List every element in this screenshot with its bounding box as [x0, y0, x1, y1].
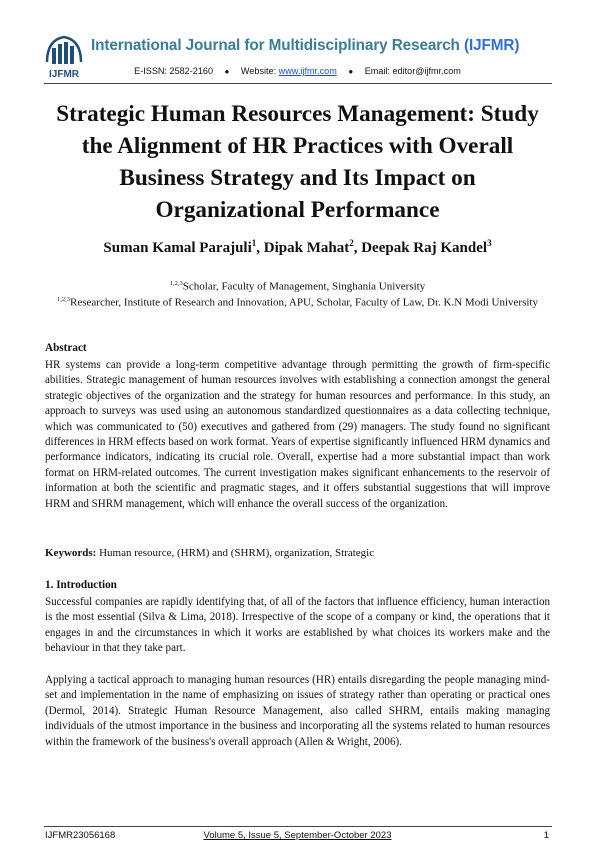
paragraph: Successful companies are rapidly identifying that, of all of the factors that influence efficiency, human interaction is the most essential (Silva & Lima, 2018). Irrespective of the scope of a company or kind, the operations that it engages in and the circumstances in which it works are established by what choices its workers make and the behaviour in that they take part. — [45, 596, 550, 655]
logo-text: IJFMR — [49, 69, 79, 80]
website-link[interactable]: www.ijfmr.com — [278, 66, 337, 76]
footer-divider — [44, 826, 552, 827]
email-address[interactable]: editor@ijfmr.com — [392, 66, 461, 76]
keywords — [45, 547, 374, 559]
author-sup: 1 — [251, 238, 257, 248]
footer-issue: Volume 5, Issue 5, September-October 2023 — [203, 830, 392, 841]
email-label: Email: — [364, 66, 390, 76]
paragraph: Applying a tactical approach to managing human resources (HR) entails disregarding the people managing mind-set and implementation in the name of emphasizing on issues of strategy rather than operating or practical ones (Dermol, 2014). Strategic Human Resource Management, also called SHRM, entails making managing individuals of the utmost importance in the business and incorporating all the systems related to human resources within the framework of the business's overall approach (Allen & Wright, 2006). — [45, 674, 550, 748]
author-name: Deepak Raj Kandel — [361, 240, 488, 256]
header-divider — [44, 83, 552, 84]
website-label: Website: — [240, 66, 277, 76]
affiliation-text: Researcher, Institute of Research and Innovation, APU, Scholar, Faculty of Law, Dr. K.N Modi University — [70, 296, 538, 309]
paper-title — [30, 98, 565, 226]
title-line: Organizational Performance — [155, 197, 440, 223]
journal-title — [91, 37, 519, 55]
journal-abbr: (IJFMR) — [463, 37, 520, 54]
section-heading: 1. Introduction — [45, 579, 117, 591]
author-sup: 2 — [349, 238, 354, 248]
bullet-icon: ● — [224, 67, 230, 76]
journal-name: International Journal for Multidisciplinary Research — [91, 37, 460, 54]
abstract-text: HR systems can provide a long-term competitive advantage through permitting the growth of firm-specific abilities. Strategic management of human resources involves with establishing a connection amongst the general strategic objectives of the organization and the strategy for human resources and performance. In this study, an approach to surveys was used using an autonomous standardized questionnaires as a data collecting technique, which was communicated to (50) executives and gathered from (29) managers. The study found no significant differences in HRM effects based on work format. Years of expertise significantly influenced HRM dynamics and performance indicators, indicating its crucial role. Overall, expertise had a more substantial impact than work format on HRM-related outcomes. The current investigation makes significant enhancements to the reservoir of information at both the scientific and pragmatic stages, and it offers substantial suggestions that will improve HRM and SHRM management, which will enhance the overall success of the organization. — [45, 359, 550, 510]
abstract-heading: Abstract — [45, 342, 87, 354]
affiliation-sup: 1,2,3 — [57, 296, 71, 303]
affiliation-text: Scholar, Faculty of Management, Singhania University — [182, 280, 426, 293]
affiliation-sup: 1,2,3 — [169, 280, 183, 287]
affiliation — [46, 292, 549, 311]
journal-meta-line — [0, 66, 595, 76]
footer-paper-id: IJFMR23056168 — [45, 830, 116, 841]
title-line: Business Strategy and Its Impact on — [119, 165, 476, 191]
page-number: 1 — [543, 830, 549, 841]
journal-header — [0, 0, 595, 85]
author-list: Suman Kamal Parajuli$^1$, Dipak Mahat$^2$, Deepak Raj Kandel$^3$ — [103, 238, 492, 256]
title-line: the Alignment of HR Practices with Overall — [81, 133, 514, 159]
bullet-icon: ● — [348, 67, 354, 76]
keywords-text: Human resource, (HRM) and (SHRM), organization, Strategic — [99, 547, 375, 559]
author-name: Dipak Mahat — [263, 240, 350, 256]
title-line: Strategic Human Resources Management: Study — [56, 101, 539, 127]
author-name: Suman Kamal Parajuli — [103, 240, 252, 256]
author-sup: 3 — [487, 238, 492, 248]
eissn: E-ISSN: 2582-2160 — [134, 66, 214, 76]
keywords-label: Keywords: — [45, 547, 97, 559]
